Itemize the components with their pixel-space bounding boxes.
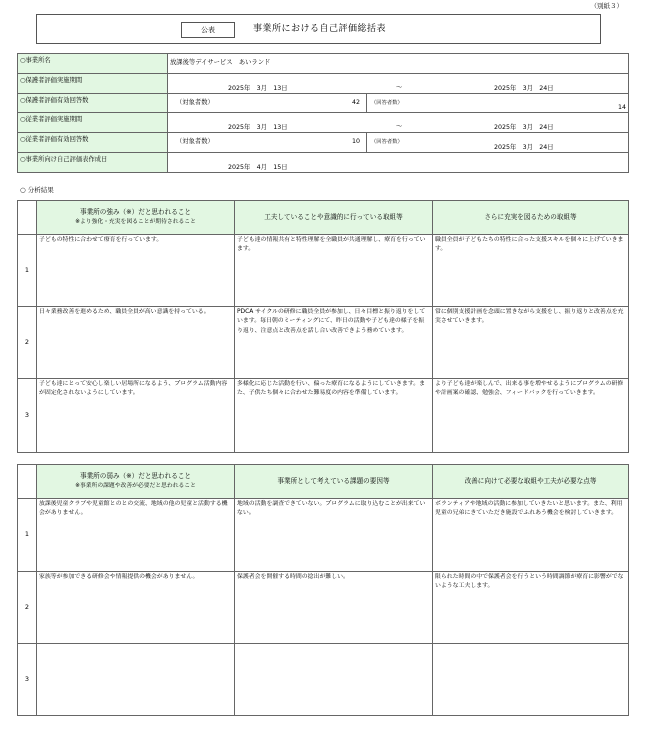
staff-target-label: （対象者数） [176, 138, 214, 146]
cause-cell: 地域の活動を調査できていない。プログラムに取り込むことが出来ていない。 [235, 499, 433, 572]
staff-period-start: 2025年 3月 13日 [228, 124, 288, 132]
staff-period-end: 2025年 3月 24日 [494, 124, 554, 132]
improvement-cell: 限られた時間の中で保護者会を行うという時間調節が療育に影響がでないような工夫します。 [433, 572, 629, 644]
guardian-response-label: （回答者数） [366, 94, 403, 114]
office-name-value: 放課後等デイサービス あいランド [170, 59, 271, 66]
row-number: 3 [18, 644, 37, 716]
staff-period-tilde: ～ [396, 123, 403, 131]
guardian-period-row [18, 73, 629, 93]
guardian-period-start: 2025年 3月 13日 [228, 84, 288, 92]
cause-cell: 保護者会を開催する時間の捻出が難しい。 [235, 572, 433, 644]
strengths-col3-header: さらに充実を図るための取組等 [433, 201, 629, 235]
table-row [18, 499, 629, 572]
guardian-responses-label: ○保護者評価有効回答数 [18, 93, 168, 113]
row-number: 2 [18, 572, 37, 644]
annex-label: （別紙３） [590, 2, 623, 10]
weakness-cell: 家族等が参加できる研修会や情報提供の機会がありません。 [37, 572, 235, 644]
weakness-cell [37, 644, 235, 716]
guardian-target-label: （対象者数） [176, 98, 214, 106]
guardian-target-count: 42 [352, 98, 361, 106]
enhancement-cell: 職員全員が子どもたちの特性に合った支援スキルを個々に上げていきます。 [433, 235, 629, 307]
strengths-col1-sub: ※より強化・充実を図ることが期待されること [75, 219, 196, 226]
staff-period-label: ○従業者評価実施期間 [18, 113, 168, 133]
row-number: 3 [18, 379, 37, 453]
guardian-period-end: 2025年 3月 24日 [494, 84, 554, 92]
weaknesses-col1-sub: ※事業所の課題や改善が必要だと思われること [75, 483, 196, 490]
publication-badge: 公表 [181, 22, 235, 38]
row-number: 1 [18, 235, 37, 307]
table-row [18, 572, 629, 644]
table-row [18, 379, 629, 453]
staff-responses-label: ○従業者評価有効回答数 [18, 133, 168, 153]
strength-cell: 日々業務改善を進めるため、職員全員が高い意識を持っている。 [37, 307, 235, 379]
weaknesses-col2-header: 事業所として考えている課題の要因等 [235, 465, 433, 499]
guardian-period-tilde: ～ [396, 83, 403, 91]
analysis-section-label: ○ 分析結果 [20, 186, 54, 194]
improvement-cell [433, 644, 629, 716]
document-title: 事業所における自己評価総括表 [253, 24, 387, 34]
strengths-table [17, 200, 629, 453]
created-date-label: ○事業所向け自己評価表作成日 [18, 152, 168, 172]
weaknesses-table [17, 464, 629, 716]
staff-response-date: 2025年 3月 24日 [494, 144, 554, 152]
office-info-table [17, 53, 629, 173]
weaknesses-col1-title: 事業所の弱み（※）だと思われること [79, 472, 192, 481]
staff-target-count: 10 [352, 138, 361, 146]
guardian-period-label: ○保護者評価実施期間 [18, 73, 168, 93]
weakness-cell: 放課後児童クラブや児童館とのとの交流、地域の他の児童と活動する機会がありません。 [37, 499, 235, 572]
office-name-label: ○事業所名 [18, 54, 168, 74]
row-number: 2 [18, 307, 37, 379]
strengths-col1-title: 事業所の強み（※）だと思われること [79, 208, 192, 217]
enhancement-cell: 常に個別支援計画を念頭に置きながら支援をし、振り返りと改善点を充実させていきます。 [433, 307, 629, 379]
cause-cell [235, 644, 433, 716]
created-date-row [18, 152, 629, 172]
title-box [36, 14, 601, 44]
staff-responses-row [18, 133, 629, 153]
strengths-header-row [18, 201, 629, 235]
table-row [18, 307, 629, 379]
strength-cell: 子どもの特性に合わせて療育を行っています。 [37, 235, 235, 307]
office-name-row [18, 54, 629, 74]
strengths-col2-header: 工夫していることや意識的に行っている取組等 [235, 201, 433, 235]
weaknesses-col1-header [37, 465, 235, 499]
effort-cell: 子ども達の情報共有と特性理解を全職員が共通理解し、療育を行っています。 [235, 235, 433, 307]
guardian-response-count: 14 [617, 103, 626, 111]
guardian-responses-row [18, 93, 629, 113]
improvement-cell: ボランティアや地域の活動に参加していきたいと思います。また、利用児童の兄弟にきていただき施設でふれあう機会を検討していきます。 [433, 499, 629, 572]
weaknesses-col3-header: 改善に向けて必要な取組や工夫が必要な点等 [433, 465, 629, 499]
strengths-col1-header [37, 201, 235, 235]
table-row [18, 235, 629, 307]
row-number: 1 [18, 499, 37, 572]
enhancement-cell: より子ども達が楽しんで、出来る事を増やせるようにプログラムの研修や計画案の確認、勉強会、フィードバックを行っていきます。 [433, 379, 629, 453]
strength-cell: 子ども達にとって安心し楽しい居場所になるよう、プログラム活動内容が固定化されないようにしています。 [37, 379, 235, 453]
staff-response-label: （回答者数） [366, 133, 403, 153]
table-row [18, 644, 629, 716]
effort-cell: PDCA サイクルの研修に職員全員が参加し、日々目標と振り返りをしています。毎日朝のミーティングにて、昨日の活動や子ども達の様子を振り返り、注意点と改善点を話し合い改善できよう務めています。 [235, 307, 433, 379]
staff-period-row [18, 113, 629, 133]
effort-cell: 多様化に応じた活動を行い、偏った療育になるようにしていきます。また、子供たち個々に合わせた難易度の内容を準備しています。 [235, 379, 433, 453]
weaknesses-header-row [18, 465, 629, 499]
created-date-value: 2025年 4月 15日 [228, 163, 288, 171]
